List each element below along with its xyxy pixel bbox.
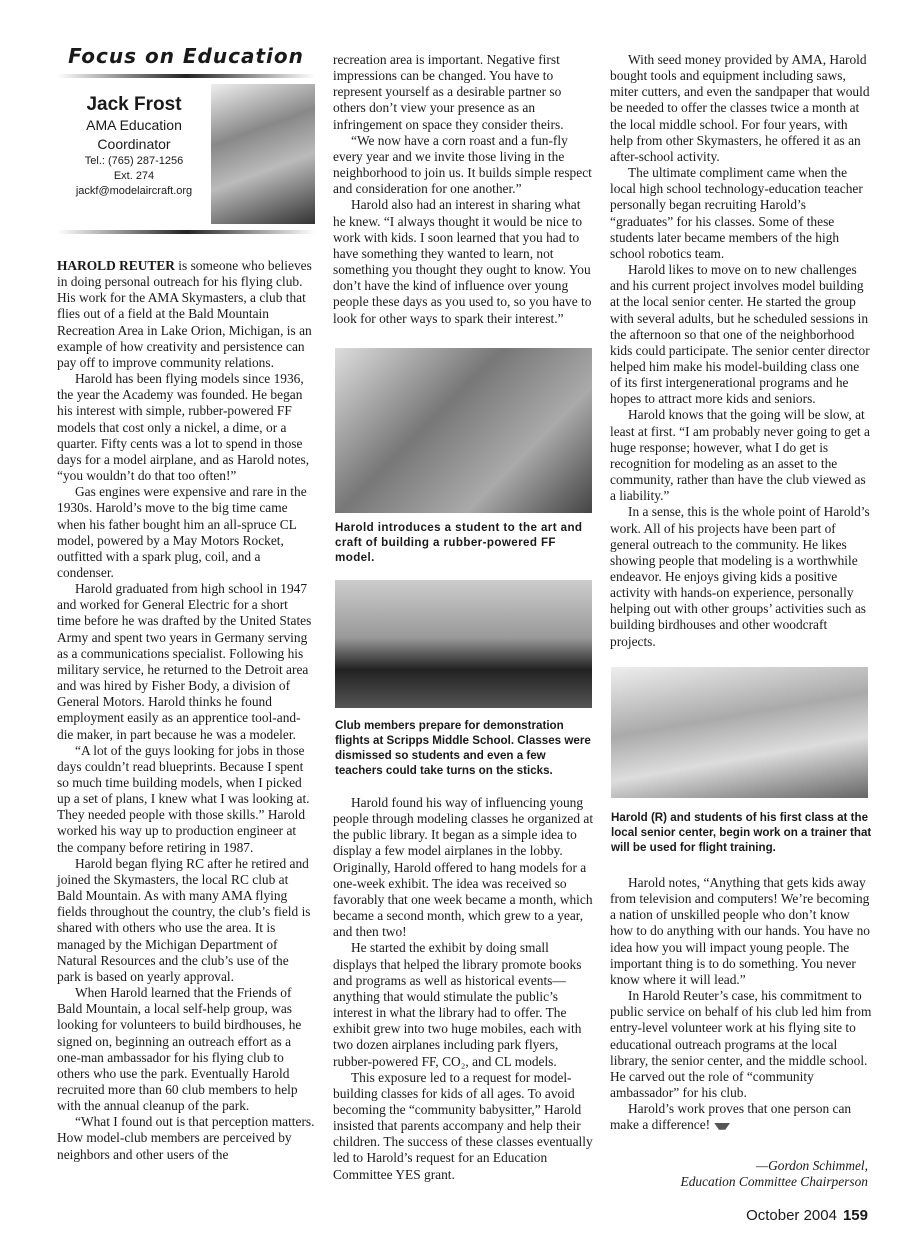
paragraph: Harold has been flying models since 1936, the year the Academy was founded. He began his interest with simple, rubber-powered FF models that cost only a nickel, a dime, or a quarter. Fifty cents was a lot to spend in those days for a model airplane, and as Harold notes, “you wouldn’t do that too often!” [57,371,310,484]
photo-club-members [335,580,592,708]
author-email: jackf@modelaircraft.org [75,185,193,197]
paragraph: When Harold learned that the Friends of Bald Mountain, a local self-help group, was looking for volunteers to build birdhouses, he signed on, beginning an outreach effort as a one-man ambassador for his flying club to others who use the park. Eventually Harold recruited more than 60 club members to help with the annual cleanup of the park. [57,985,302,1114]
signature-title: Education Committee Chairperson [680,1174,868,1189]
photo-harold-student [335,348,592,513]
paragraph: With seed money provided by AMA, Harold bought tools and equipment including saws, miter cutters, and even the sandpaper that would be needed to offer the classes twice a month at the local middle school. For four years, with help from other Skymasters, he offered it as an after-school activity. [610,52,870,164]
text: is someone who believes in doing personal outreach for his flying club. His work for the AMA Skymasters, a club that flies out of a field at the Bald Mountain Recreation Area in Lake Orion, Michigan, is an example of how creativity and persistence can pay off to improve community relations. [57,258,312,370]
ama-logo-icon [714,1123,730,1130]
paragraph: Harold began flying RC after he retired and joined the Skymasters, the local RC club at Bald Mountain. As with many AMA flying fields throughout the country, the club’s field is shared with others who use the area. It is managed by the Michigan Department of Natural Resources and the club’s use of the park is based on yearly approval. [57,855,311,984]
author-info [57,84,211,224]
paragraph: Harold found his way of influencing young people through modeling classes he organized at the public library. It began as a simple idea to display a few model airplanes in the lobby. Originally, Harold offered to hang models for a one-week exhibit. The idea was received so favorably that one week became a month, which became a second month, which grew to a year, and then two! [333,795,594,940]
column-3-top [610,52,872,650]
divider [57,230,315,234]
photo-caption: Harold (R) and students of his first class at the local senior center, begin work on a trainer that will be used for flight training. [611,811,872,854]
author-ext: Ext. 274 [113,170,155,182]
issue-date: October 2004 [746,1207,837,1224]
paragraph: “We now have a corn roast and a fun-fly every year and we invite those living in the neighborhood to join us. It builds simple respect and consideration for one another.” [333,132,592,197]
signature [610,1158,868,1190]
lead-in: HAROLD REUTER [57,258,175,273]
page-number: 159 [842,1207,868,1224]
paragraph: Harold likes to move on to new challenges and his current project involves model building at the local senior center. He started the group with several adults, but he scheduled sessions in the afternoon so that one of the neighborhood kids could participate. The senior center director helped him make his model-building class one of its first intergenerational programs and he hopes to attract more kids and seniors. [610,262,870,407]
author-photo [211,84,315,224]
photo-caption: Harold introduces a student to the art and craft of building a rubber-powered FF model. [335,521,583,564]
author-name: Jack Frost [86,94,182,115]
section-title: Focus on Education [68,44,304,68]
paragraph: Harold notes, “Anything that gets kids away from television and computers! We’re becoming a nation of unskilled people who don’t know how to do anything with our hands. You have no idea how you will impact young people. The important thing is to do something. You never know where it will lead.” [610,875,870,987]
paragraph: Harold knows that the going will be slow, at least at first. “I am probably never going to get a huge response; however, what I do get is recognition for modeling as an asset to the community, rather than have the club viewed as a liability.” [610,407,870,504]
column-2-bottom [333,795,595,1183]
paragraph: This exposure led to a request for model-building classes for kids of all ages. To avoid becoming the “community babysitter,” Harold insisted that parents accompany and help their children. The success of these classes eventually led to Harold’s request for an Education Committee YES grant. [333,1069,593,1182]
column-3-bottom [610,875,872,1134]
paragraph: The ultimate compliment came when the local high school technology-education teacher personally began recruiting Harold’s “graduates” for his classes. Some of these students later became members of the high school robotics team. [610,165,863,261]
paragraph: Gas engines were expensive and rare in the 1930s. Harold’s move to the big time came when his father bought him an all-spruce CL model, powered by a May Motors Rocket, outfitted with a spark plug, coil, and a condenser. [57,484,307,580]
author-role: AMA Education Coordinator [86,117,182,152]
author-tel: Tel.: (765) 287-1256 [84,155,184,167]
column-2-top [333,52,595,327]
paragraph: He started the exhibit by doing small displays that helped the library promote books and programs as well as historical events—anything that would stimulate the public’s interest in what the library had to offer. The exhibit grew into two huge mobiles, each with two dozen airplanes including park flyers, rubber-powered FF, CO₂, and CL models. [333,940,582,1069]
page-footer [746,1207,868,1224]
paragraph [610,1101,872,1133]
column-header [57,44,315,240]
column-1 [57,258,315,1163]
photo-caption: Club members prepare for demonstration flights at Scripps Middle School. Classes were dismissed so students and even a few teachers could take turns on the sticks. [335,719,591,777]
text: Harold’s work proves that one person can make a difference! [610,1101,852,1133]
paragraph: Harold also had an interest in sharing what he knew. “I always thought it would be nice to work with kids. I soon learned that you had to have something they wanted to learn, not something you thought they ought to know. You don’t have the kind of influence over young people these days as you used to, so you have to look for other ways to spark their interest.” [333,197,592,326]
paragraph: In Harold Reuter’s case, his commitment to public service on behalf of his club led him from entry-level volunteer work at his flying site to educational outreach programs at the local library, the senior center, and the middle school. He carved out the role of “community ambassador” for his club. [610,988,872,1101]
signature-name: —Gordon Schimmel, [756,1158,868,1173]
photo-senior-center [611,667,868,798]
divider [57,74,315,78]
paragraph: “A lot of the guys looking for jobs in those days couldn’t read blueprints. Because I spent so much time building models, when I picked up a set of plans, I knew what I was looking at. They needed people with those skills.” Harold worked his way up to production engineer at the company before retiring in 1987. [57,742,310,855]
paragraph: Harold graduated from high school in 1947 and worked for General Electric for a short time before he was drafted by the United States Army and spent two years in Germany serving as a communications specialist. Following his military service, he returned to the Detroit area and was hired by Fisher Body, a division of General Motors. Harold thinks he found employment easily as an apprentice tool-and-die maker, in part because he was a modeler. [57,581,312,742]
paragraph: “What I found out is that perception matters. How model-club members are perceived by neighbors and other users of the [57,1114,315,1162]
paragraph: recreation area is important. Negative first impressions can be changed. You have to represent yourself as a desirable partner so others don’t view your presence as an infringement on space they consider theirs. [333,52,564,132]
paragraph [57,258,315,371]
paragraph: In a sense, this is the whole point of Harold’s work. All of his projects have been part of general outreach to the community. He likes showing people that modeling is a worthwhile endeavor. He enjoys giving kids a positive activity with hands-on experience, personally helping out with other groups’ activities such as building birdhouses and other woodcraft projects. [610,504,870,649]
